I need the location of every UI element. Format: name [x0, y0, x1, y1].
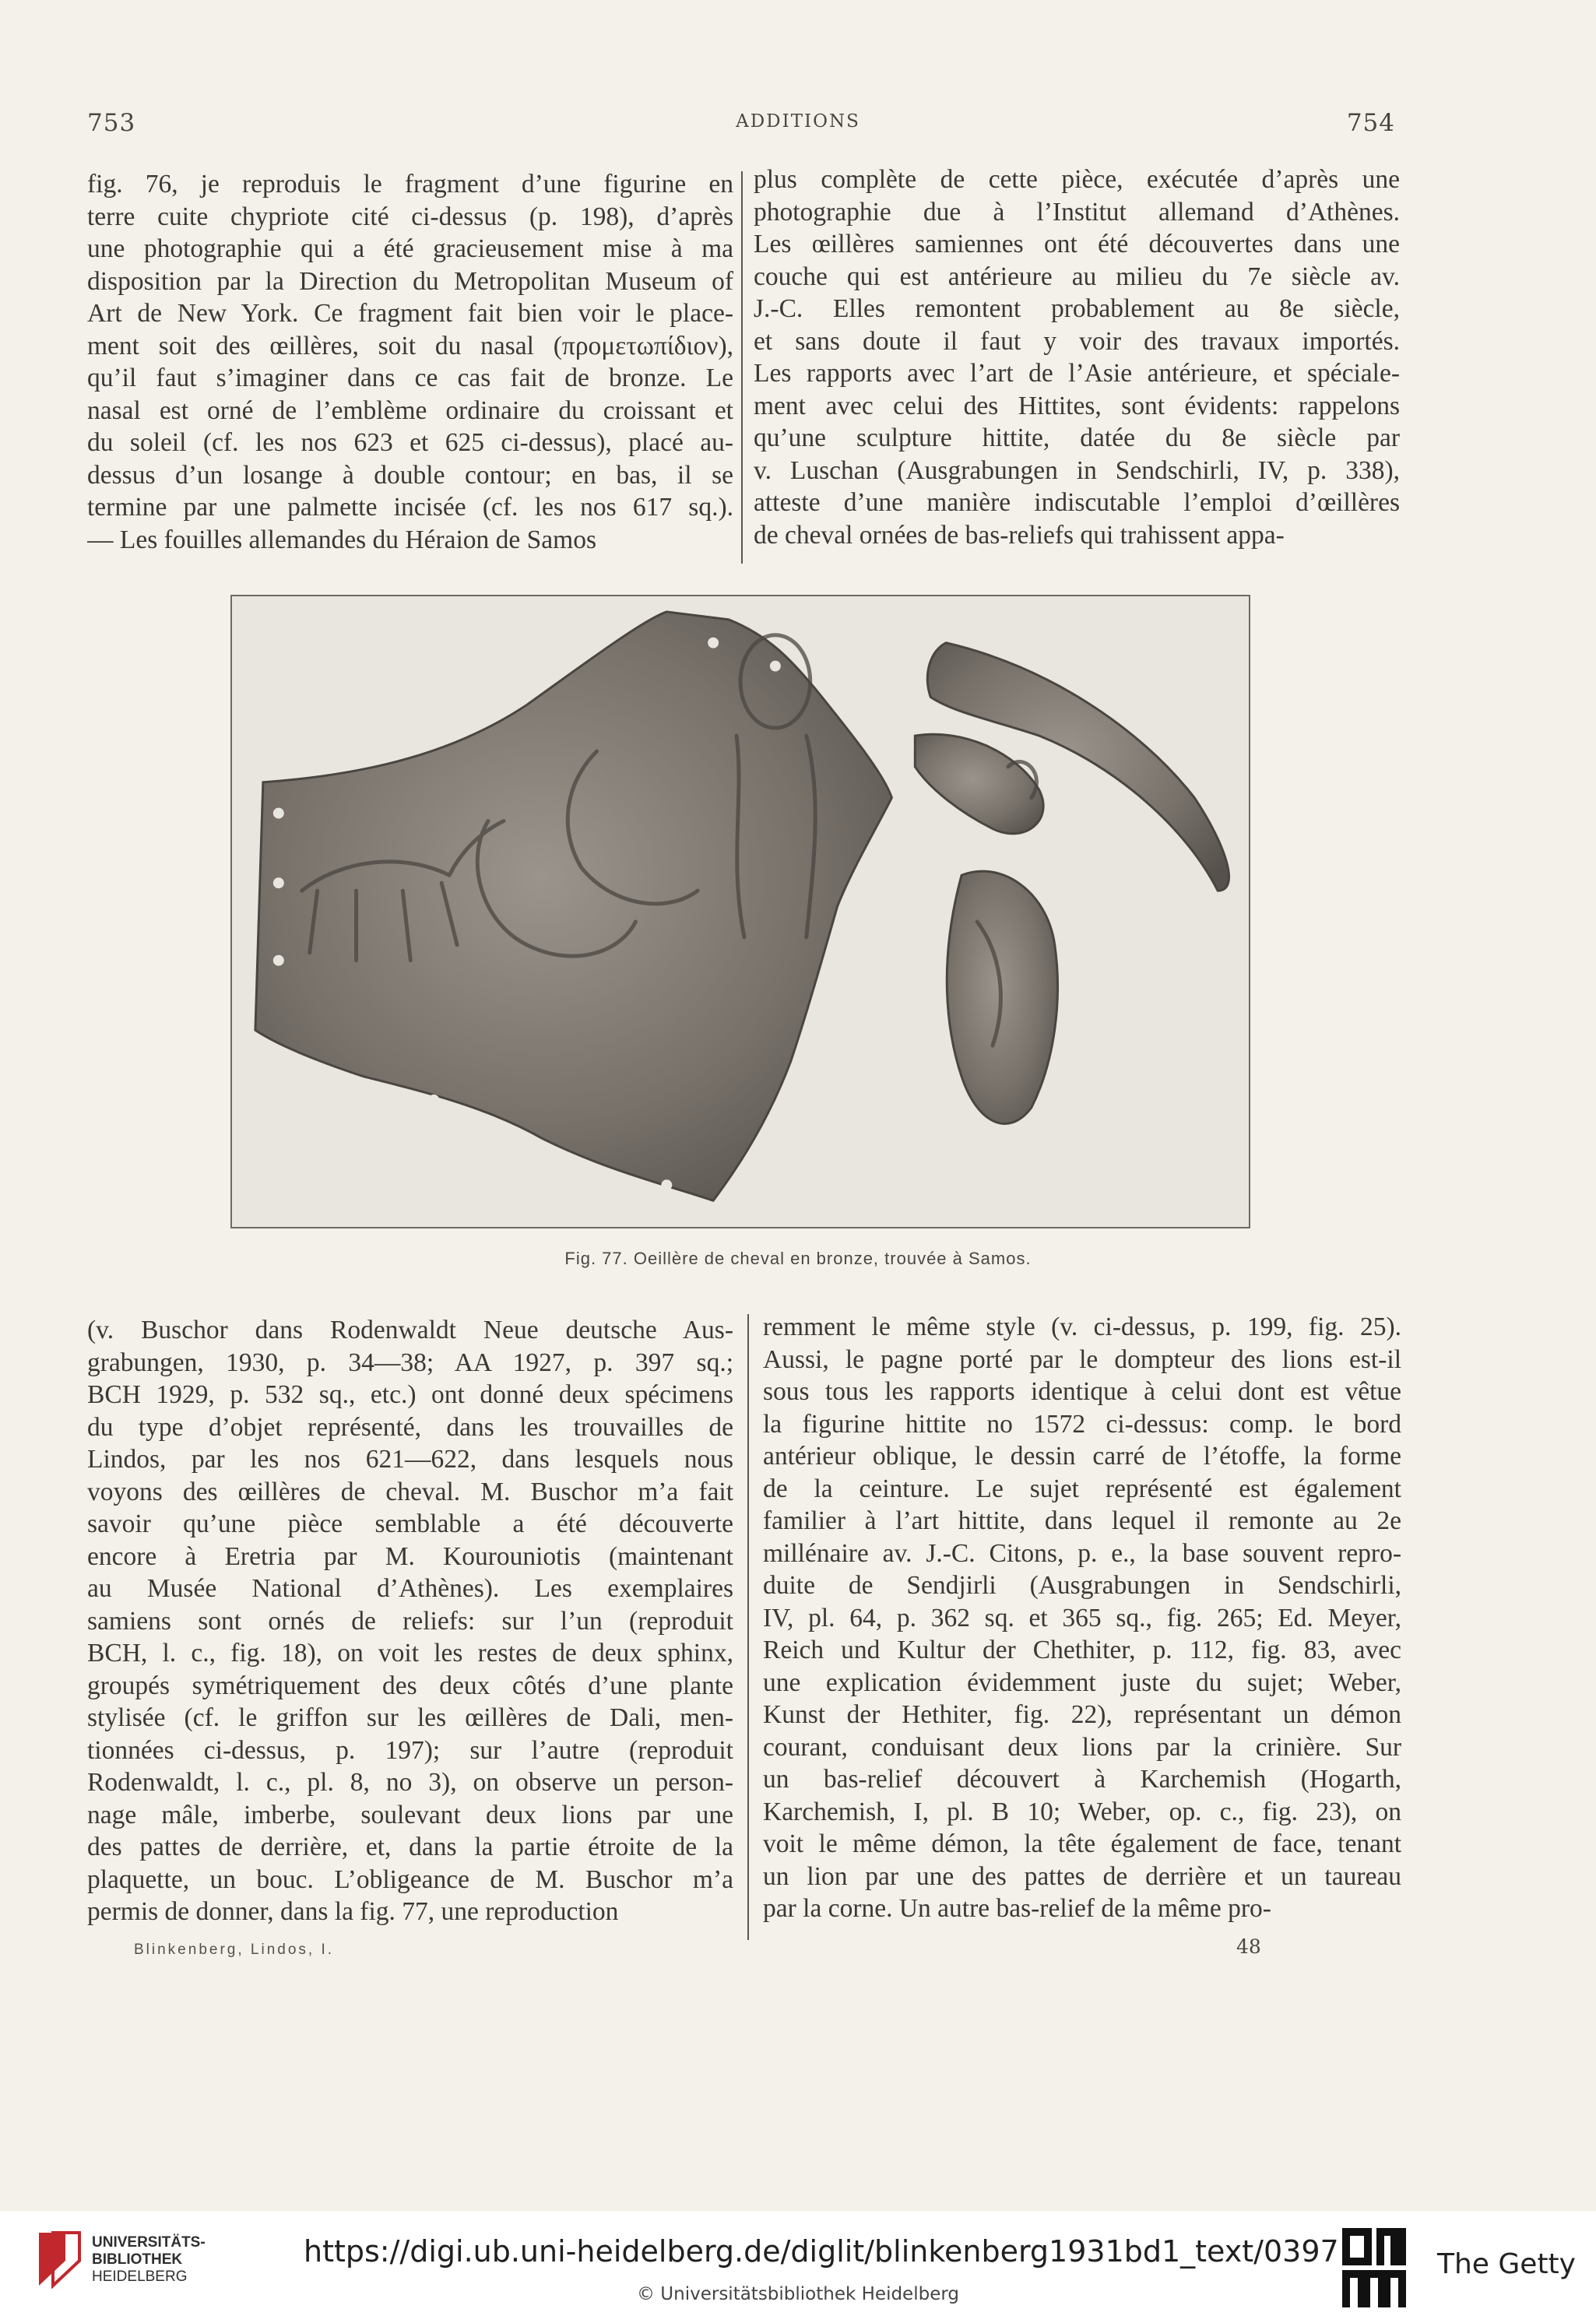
text-line: du type d’objet représenté, dans les trouvailles de — [87, 1412, 733, 1442]
text-line: sous tous les rapports identique à celui dont est vêtue — [763, 1377, 1401, 1406]
text-line: Les rapports avec l’art de l’Asie antérieure, et spéciale- — [754, 359, 1400, 388]
text-line: et sans doute il faut y voir des travaux importés. — [754, 326, 1400, 356]
text-line: qu’il faut s’imaginer dans ce cas fait de bronze. Le — [87, 364, 733, 392]
text-line: un bas-relief découvert à Karchemish (Hogarth, — [763, 1765, 1401, 1794]
text-line: atteste d’une manière indiscutable l’emploi d’œillères — [754, 488, 1400, 517]
bottom-right-column — [763, 1311, 1401, 1925]
text-line: un lion par une des pattes de derrière et un taureau — [763, 1861, 1401, 1891]
text-line: nage mâle, imberbe, soulevant deux lions par une — [87, 1800, 733, 1829]
text-line: Rodenwaldt, l. c., pl. 8, no 3), on observe un person- — [87, 1768, 733, 1797]
text-line: plus complète de cette pièce, exécutée d’après une — [754, 165, 1400, 194]
university-library-name — [92, 2234, 206, 2286]
text-line: Kunst der Hethiter, fig. 22), représentant un démon — [763, 1700, 1401, 1729]
text-line: plaquette, un bouc. L’obligeance de M. Buschor m’a — [87, 1864, 733, 1894]
text-line: Art de New York. Ce fragment fait bien voir le place- — [87, 299, 733, 328]
library-name-line: BIBLIOTHEK — [92, 2251, 183, 2268]
library-name-line: HEIDELBERG — [92, 2269, 188, 2285]
text-line: (v. Buschor dans Rodenwaldt Neue deutsche Aus- — [87, 1316, 733, 1344]
text-line: stylisée (cf. le griffon sur les œillères de Dali, men- — [87, 1703, 733, 1732]
text-line: tionnées ci-dessus, p. 197); sur l’autre (reproduit — [87, 1735, 733, 1765]
text-line: voit le même démon, la tête également de face, tenant — [763, 1829, 1401, 1858]
text-line: photographie due à l’Institut allemand d’Athènes. — [754, 197, 1400, 227]
text-line: une photographie qui a été gracieusement mise à ma — [87, 234, 733, 263]
text-line: permis de donner, dans la fig. 77, une reproduction — [87, 1897, 619, 1926]
top-left-column — [87, 168, 733, 556]
text-line: Lindos, par les nos 621—622, dans lesquels nous — [87, 1445, 733, 1474]
text-line: Reich und Kultur der Chethiter, p. 112, fig. 83, avec — [763, 1636, 1401, 1664]
text-line: v. Luschan (Ausgrabungen in Sendschirli, IV, p. 338), — [754, 455, 1400, 485]
text-line: Les œillères samiennes ont été découvertes dans une — [754, 230, 1400, 258]
text-line: IV, pl. 64, p. 362 sq. et 365 sq., fig. 265; Ed. Meyer, — [763, 1603, 1401, 1632]
column-divider — [747, 1314, 749, 1940]
text-line: voyons des œillères de cheval. M. Buschor m’a fait — [87, 1477, 733, 1506]
text-line: nasal est orné de l’emblème ordinaire du croissant et — [87, 395, 733, 425]
text-line: groupés symétriquement des deux côtés d’une plante — [87, 1671, 733, 1700]
getty-partner-name: The Getty — [1437, 2248, 1576, 2280]
text-line: fig. 76, je reproduis le fragment d’une figurine en — [87, 170, 733, 199]
text-line: antérieur oblique, le dessin carré de l’étoffe, la forme — [763, 1442, 1401, 1471]
university-library-logo-icon — [34, 2230, 84, 2289]
top-right-column — [754, 163, 1400, 551]
text-line: Karchemish, I, pl. B 10; Weber, op. c., fig. 23), on — [763, 1797, 1401, 1826]
viewer-footer — [0, 2211, 1596, 2323]
text-line: duite de Sendjirli (Ausgrabungen in Sendschirli, — [763, 1571, 1401, 1600]
bronze-blinker-illustration — [232, 596, 1249, 1227]
text-line: savoir qu’une pièce semblable a été découverte — [87, 1509, 733, 1538]
text-line: couche qui est antérieure au milieu du 7e siècle av. — [754, 262, 1400, 291]
text-line: remment le même style (v. ci-dessus, p. 199, fig. 25). — [763, 1313, 1401, 1341]
text-line: une explication évidemment juste du sujet; Weber, — [763, 1668, 1401, 1697]
text-line: de la ceinture. Le sujet représenté est également — [763, 1474, 1401, 1503]
copyright-notice: © Universitätsbibliothek Heidelberg — [636, 2284, 959, 2304]
sheet-signature: Blinkenberg, Lindos, I. — [134, 1942, 335, 1958]
text-line: ment avec celui des Hittites, sont évidents: rappelons — [754, 391, 1400, 420]
text-line: dessus d’un losange à double contour; en bas, il se — [87, 460, 733, 490]
running-title: ADDITIONS — [736, 111, 860, 132]
text-line: ment soit des œillères, soit du nasal (προμετωπίδιον), — [87, 331, 733, 360]
text-line: grabungen, 1930, p. 34—38; AA 1927, p. 397 sq.; — [87, 1348, 733, 1377]
text-line: courant, conduisant deux lions par la crinière. Sur — [763, 1732, 1401, 1762]
bottom-left-column — [87, 1314, 733, 1928]
figure-caption: Fig. 77. Oeillère de cheval en bronze, trouvée à Samos. — [564, 1249, 1032, 1268]
left-page-number: 753 — [87, 109, 136, 137]
text-line: Aussi, le pagne porté par le dompteur des lions est-il — [763, 1344, 1401, 1374]
text-line: millénaire av. J.-C. Citons, p. e., la base souvent repro- — [763, 1538, 1401, 1568]
text-line: — Les fouilles allemandes du Héraion de Samos — [87, 525, 597, 554]
figure-photo-blinker — [230, 595, 1250, 1228]
text-line: samiens sont ornés de reliefs: sur l’un (reproduit — [87, 1606, 733, 1636]
text-line: au Musée National d’Athènes). Les exemplaires — [87, 1574, 733, 1603]
document-url-link[interactable]: https://digi.ub.uni-heidelberg.de/diglit/blinkenberg1931bd1_text/0397 — [304, 2234, 1339, 2269]
text-line: qu’une sculpture hittite, datée du 8e siècle par — [754, 423, 1400, 452]
library-name-line: UNIVERSITÄTS- — [92, 2234, 206, 2251]
text-line: par la corne. Un autre bas-relief de la même pro- — [763, 1894, 1271, 1923]
text-line: de cheval ornées de bas-reliefs qui trahissent appa- — [754, 520, 1285, 550]
text-line: encore à Eretria par M. Kourouniotis (maintenant — [87, 1541, 733, 1571]
right-page-number: 754 — [1346, 109, 1395, 137]
text-line: des pattes de derrière, et, dans la partie étroite de la — [87, 1833, 733, 1861]
text-line: la figurine hittite no 1572 ci-dessus: comp. le bord — [763, 1409, 1401, 1439]
text-line: disposition par la Direction du Metropolitan Museum of — [87, 266, 733, 296]
text-line: BCH, l. c., fig. 18), on voit les restes de deux sphinx, — [87, 1639, 733, 1668]
text-line: du soleil (cf. les nos 623 et 625 ci-dessus), placé au- — [87, 428, 733, 457]
text-line: BCH 1929, p. 532 sq., etc.) ont donné deux spécimens — [87, 1380, 733, 1409]
text-line: familier à l’art hittite, dans lequel il remonte au 2e — [763, 1506, 1401, 1535]
sheet-number: 48 — [1236, 1935, 1261, 1958]
text-line: termine par une palmette incisée (cf. les nos 617 sq.). — [87, 493, 733, 522]
text-line: J.-C. Elles remontent probablement au 8e siècle, — [754, 294, 1400, 323]
getty-logo-icon — [1339, 2225, 1409, 2311]
column-divider — [741, 171, 743, 564]
text-line: terre cuite chypriote cité ci-dessus (p. 198), d’après — [87, 202, 733, 231]
